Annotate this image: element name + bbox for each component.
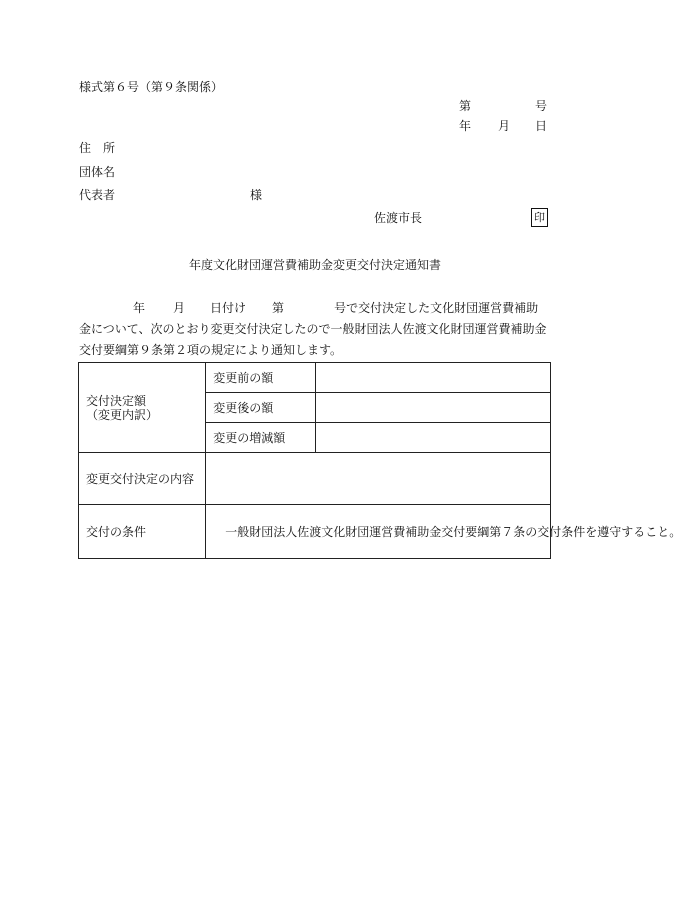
after-amount-label: 変更後の額: [206, 393, 315, 423]
diff-amount-value[interactable]: [315, 423, 551, 453]
group-name-label: 団体名: [79, 165, 116, 179]
form-number: 様式第６号（第９条関係）: [79, 80, 224, 94]
condition-label: 交付の条件: [79, 505, 206, 559]
representative-label: 代表者: [79, 188, 116, 202]
content-value[interactable]: [206, 453, 551, 505]
body-year: 年: [133, 301, 146, 315]
date-month: 月: [498, 119, 511, 133]
date-day: 日: [535, 119, 548, 133]
content-label: 変更交付決定の内容: [79, 453, 206, 505]
body-line-1-rest: 号で交付決定した文化財団運営費補助: [334, 301, 539, 315]
body-date-suffix: 日付け: [210, 301, 247, 315]
seal-stamp: 印: [531, 208, 548, 227]
condition-text: 一般財団法人佐渡文化財団運営費補助金交付要綱第７条の交付条件を遵守すること。: [206, 505, 551, 559]
after-amount-value[interactable]: [315, 393, 551, 423]
diff-amount-label: 変更の増減額: [206, 423, 315, 453]
honorific: 様: [250, 188, 263, 202]
body-month: 月: [173, 301, 186, 315]
table-row: [79, 363, 551, 393]
date-year: 年: [459, 119, 472, 133]
amount-label: 交付決定額: [86, 393, 147, 408]
body-line-3: 交付要綱第９条第２項の規定により通知します。: [79, 343, 343, 357]
before-amount-value[interactable]: [315, 363, 551, 393]
number-prefix: 第: [459, 99, 472, 113]
table-row: [79, 453, 551, 505]
amount-label-cell: [79, 363, 206, 453]
address-label: 住 所: [79, 141, 116, 155]
amount-breakdown-label: （変更内訳）: [86, 407, 159, 422]
decision-table: [78, 362, 681, 559]
table-row: [79, 505, 551, 559]
before-amount-label: 変更前の額: [206, 363, 315, 393]
number-suffix: 号: [535, 99, 548, 113]
document-title: 年度文化財団運営費補助金変更交付決定通知書: [188, 258, 441, 272]
body-line-1: [79, 301, 538, 315]
body-line-2: 金について、次のとおり変更交付決定したので一般財団法人佐渡文化財団運営費補助金: [79, 322, 547, 336]
body-number-prefix: 第: [272, 301, 285, 315]
issuer-title: 佐渡市長: [374, 211, 423, 225]
